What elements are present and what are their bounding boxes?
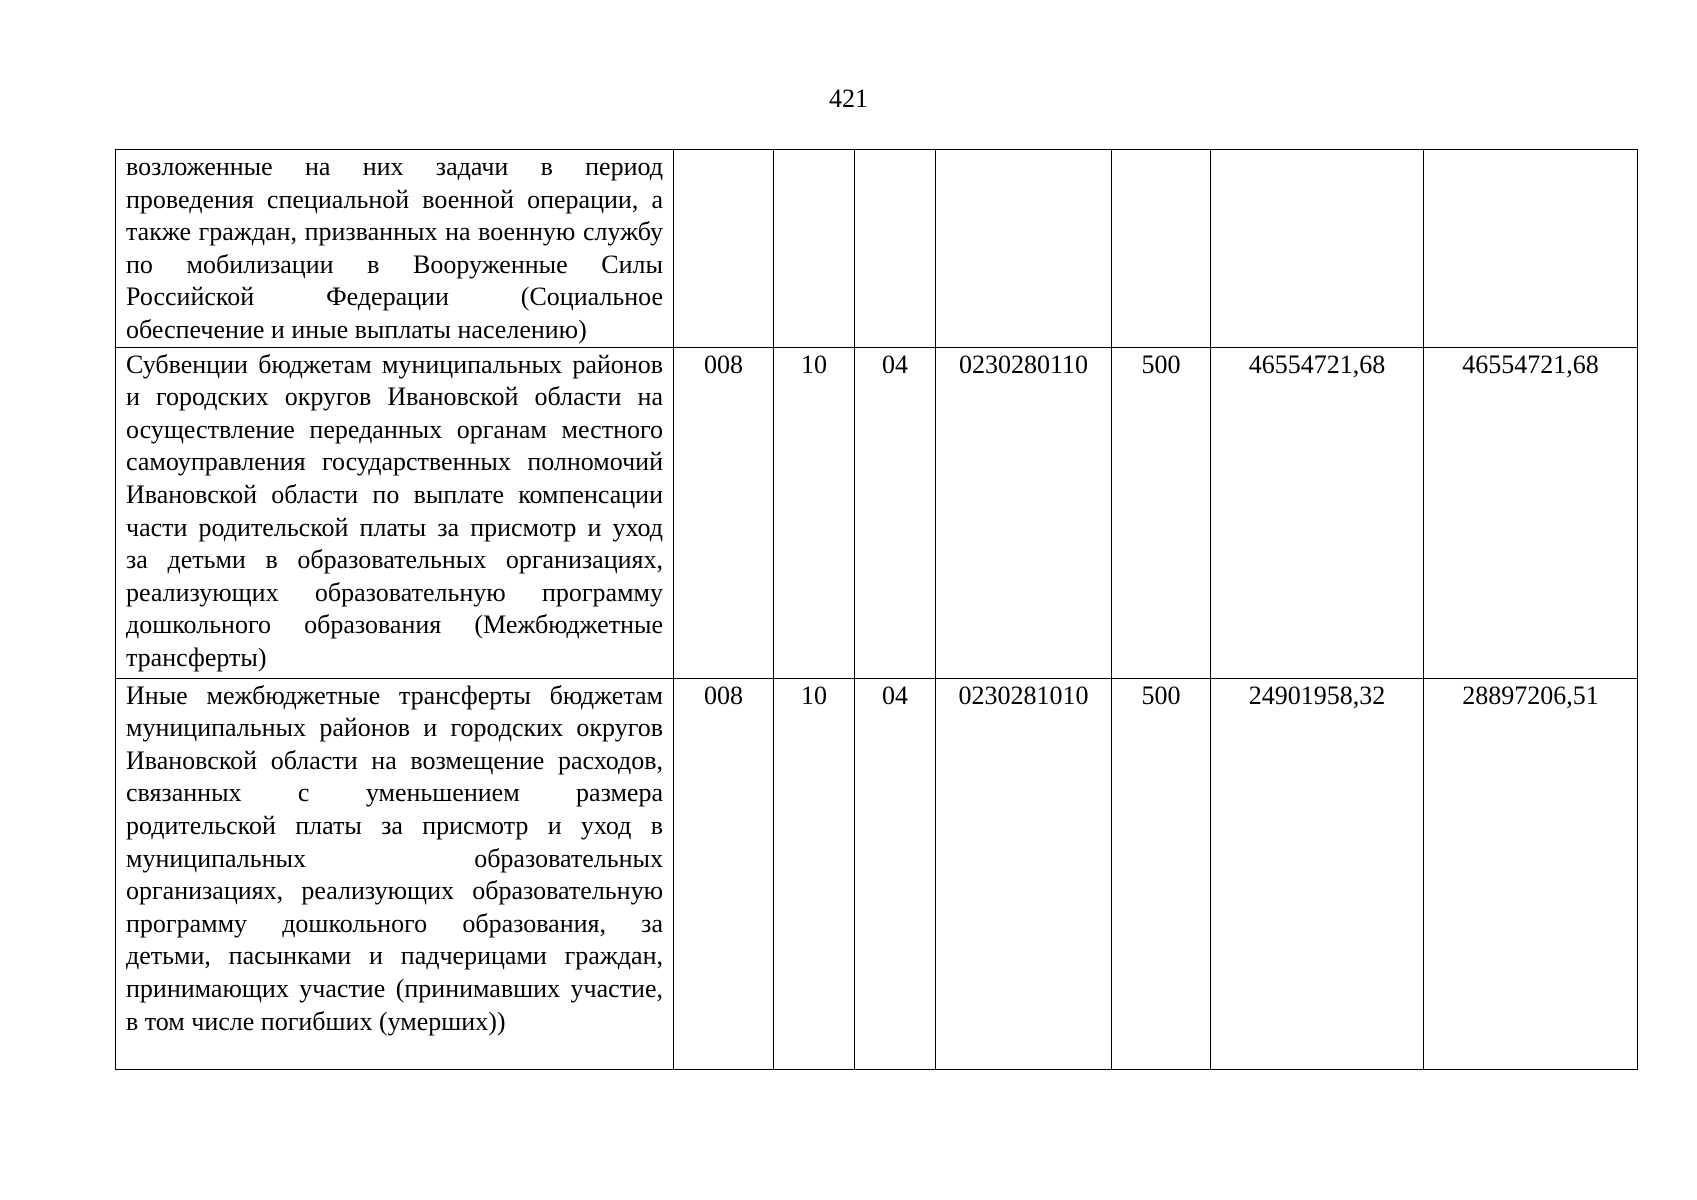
row-expense-type: 500 xyxy=(1112,678,1211,1069)
row-description: возложенные на них задачи в период проведения специальной военной операции, а также граждан, призванных на военную службу по мобилизации в Вооруженные Силы Российской Федерации (Социальное обеспечение и иные выплаты населению) xyxy=(116,150,674,348)
table-row xyxy=(116,150,1638,348)
row-sum-year2: 28897206,51 xyxy=(1424,678,1638,1069)
row-section-code xyxy=(774,150,855,348)
row-expense-type xyxy=(1112,150,1211,348)
row-sum-year1 xyxy=(1211,150,1424,348)
row-section-code: 10 xyxy=(774,678,855,1069)
row-sum-year1: 46554721,68 xyxy=(1211,347,1424,678)
row-sum-year2: 46554721,68 xyxy=(1424,347,1638,678)
table-row xyxy=(116,347,1638,678)
row-sum-year2 xyxy=(1424,150,1638,348)
row-description: Субвенции бюджетам муниципальных районов и городских округов Ивановской области на осуществление переданных органам местного самоуправления государственных полномочий Ивановской области по выплате компенсации части родительской платы за присмотр и уход за детьми в образовательных организациях, реализующих образовательную программу дошкольного образования (Межбюджетные трансферты) xyxy=(116,347,674,678)
row-expense-type: 500 xyxy=(1112,347,1211,678)
row-target-article: 0230280110 xyxy=(936,347,1112,678)
row-subsection-code: 04 xyxy=(855,347,936,678)
row-ved-code xyxy=(674,150,774,348)
row-sum-year1: 24901958,32 xyxy=(1211,678,1424,1069)
row-section-code: 10 xyxy=(774,347,855,678)
row-target-article xyxy=(936,150,1112,348)
row-target-article: 0230281010 xyxy=(936,678,1112,1069)
row-ved-code: 008 xyxy=(674,678,774,1069)
row-subsection-code xyxy=(855,150,936,348)
budget-table xyxy=(115,149,1638,1070)
row-description: Иные межбюджетные трансферты бюджетам муниципальных районов и городских округов Ивановской области на возмещение расходов, связанных с уменьшением размера родительской платы за присмотр и уход в муниципальных образовательных организациях, реализующих образовательную программу дошкольного образования, за детьми, пасынками и падчерицами граждан, принимающих участие (принимавших участие, в том числе погибших (умерших)) xyxy=(116,678,674,1069)
row-subsection-code: 04 xyxy=(855,678,936,1069)
page-number: 421 xyxy=(829,84,868,113)
table-row xyxy=(116,678,1638,1069)
row-ved-code: 008 xyxy=(674,347,774,678)
